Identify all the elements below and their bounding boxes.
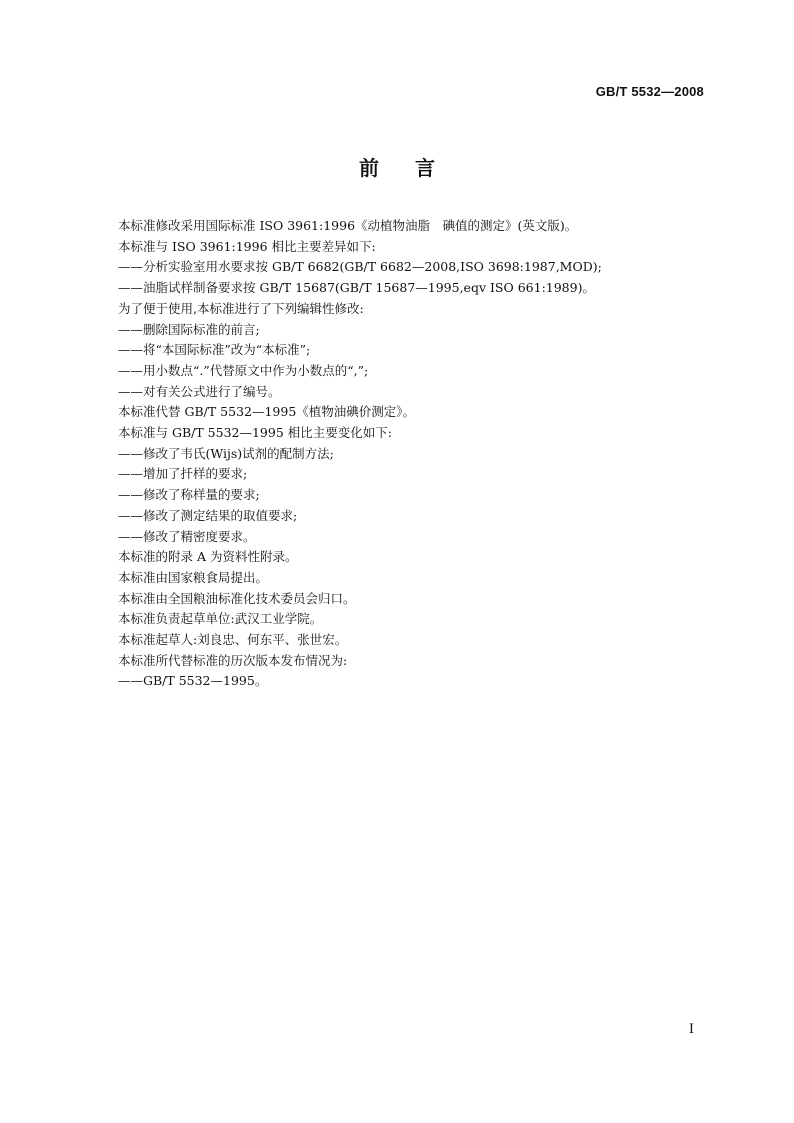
standard-number: GB/T 5532—2008	[595, 84, 704, 99]
list-item: ——用小数点“.”代替原文中作为小数点的“,”;	[118, 362, 369, 378]
page-title: 前言	[359, 156, 471, 180]
paragraph-line: 本标准负责起草单位:武汉工业学院。	[118, 611, 323, 627]
list-item: ——删除国际标准的前言;	[118, 321, 260, 337]
paragraph-line: 本标准由国家粮食局提出。	[118, 569, 269, 585]
paragraph-line: 本标准所代替标准的历次版本发布情况为:	[118, 652, 348, 668]
paragraph-line: 本标准起草人:刘良忠、何东平、张世宏。	[118, 632, 348, 648]
list-item: ——增加了扦样的要求;	[118, 466, 248, 482]
paragraph-line: 本标准修改采用国际标准 ISO 3961:1996《动植物油脂 碘值的测定》(英文版)。	[118, 218, 578, 233]
foreword-body	[118, 216, 718, 692]
list-item: ——修改了精密度要求。	[118, 528, 256, 544]
page-number: I	[688, 1022, 694, 1037]
list-item: ——修改了测定结果的取值要求;	[118, 507, 298, 523]
list-item: ——修改了韦氏(Wijs)试剂的配制方法;	[118, 445, 334, 461]
list-item: ——油脂试样制备要求按 GB/T 15687(GB/T 15687—1995,eqv ISO 661:1989)。	[118, 280, 595, 296]
list-item: ——分析实验室用水要求按 GB/T 6682(GB/T 6682—2008,ISO 3698:1987,MOD);	[118, 259, 602, 275]
paragraph-line: 本标准的附录 A 为资料性附录。	[118, 549, 298, 565]
paragraph-line: 本标准代替 GB/T 5532—1995《植物油碘价测定》。	[118, 404, 416, 420]
paragraph-line: 本标准与 ISO 3961:1996 相比主要差异如下:	[118, 238, 376, 254]
list-item: ——修改了称样量的要求;	[118, 487, 260, 503]
list-item: ——对有关公式进行了编号。	[118, 383, 281, 399]
paragraph-line: 本标准由全国粮油标准化技术委员会归口。	[118, 590, 356, 606]
paragraph-line: 为了便于使用,本标准进行了下列编辑性修改:	[118, 300, 364, 316]
paragraph-line: 本标准与 GB/T 5532—1995 相比主要变化如下:	[118, 425, 392, 441]
list-item: ——GB/T 5532—1995。	[118, 673, 268, 689]
list-item: ——将“本国际标准”改为“本标准”;	[118, 342, 311, 358]
